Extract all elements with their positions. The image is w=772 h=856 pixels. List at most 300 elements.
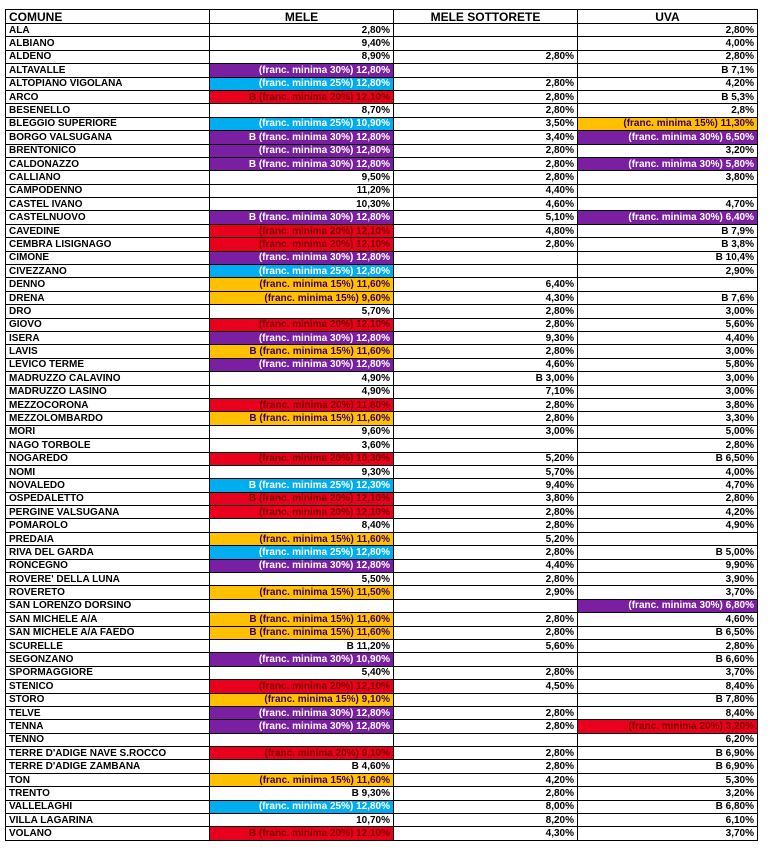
- cell-uva: 3,00%: [578, 345, 758, 358]
- table-row: [6, 412, 758, 425]
- cell-mele: [210, 733, 394, 746]
- cell-uva: 3,80%: [578, 398, 758, 411]
- cell-mele: B 11,20%: [210, 639, 394, 652]
- cell-mele-sottorete: 5,70%: [394, 465, 578, 478]
- table-row: [6, 653, 758, 666]
- cell-uva: 4,70%: [578, 479, 758, 492]
- cell-mele: (franc. minima 20%) 12,10%: [210, 238, 394, 251]
- cell-mele: (franc. minima 30%) 12,80%: [210, 358, 394, 371]
- cell-comune: LAVIS: [6, 345, 210, 358]
- cell-comune: TERRE D'ADIGE NAVE S.ROCCO: [6, 747, 210, 760]
- cell-comune: CEMBRA LISIGNAGO: [6, 238, 210, 251]
- cell-mele-sottorete: [394, 265, 578, 278]
- cell-uva: 9,90%: [578, 559, 758, 572]
- cell-comune: TELVE: [6, 706, 210, 719]
- cell-comune: VOLANO: [6, 827, 210, 840]
- cell-uva: 2,80%: [578, 439, 758, 452]
- cell-uva: 4,40%: [578, 331, 758, 344]
- cell-uva: 5,80%: [578, 358, 758, 371]
- cell-uva: (franc. minima 30%) 6,80%: [578, 599, 758, 612]
- cell-uva: (franc. minima 15%) 11,30%: [578, 117, 758, 130]
- cell-mele: B 4,60%: [210, 760, 394, 773]
- cell-mele-sottorete: B 3,00%: [394, 372, 578, 385]
- cell-comune: TRENTO: [6, 787, 210, 800]
- cell-comune: NOGAREDO: [6, 452, 210, 465]
- table-row: [6, 773, 758, 786]
- table-row: [6, 559, 758, 572]
- cell-mele: (franc. minima 30%) 12,80%: [210, 144, 394, 157]
- cell-mele: (franc. minima 15%) 9,10%: [210, 693, 394, 706]
- header-uva: UVA: [578, 10, 758, 24]
- cell-comune: LEVICO TERME: [6, 358, 210, 371]
- table-row: [6, 265, 758, 278]
- cell-comune: VALLELAGHI: [6, 800, 210, 813]
- cell-uva: 6,20%: [578, 733, 758, 746]
- cell-mele-sottorete: [394, 653, 578, 666]
- cell-mele: B (franc. minima 15%) 11,60%: [210, 613, 394, 626]
- cell-uva: 3,70%: [578, 586, 758, 599]
- cell-mele-sottorete: 4,40%: [394, 559, 578, 572]
- cell-mele-sottorete: 2,80%: [394, 519, 578, 532]
- cell-comune: ALTOPIANO VIGOLANA: [6, 77, 210, 90]
- table-row: [6, 680, 758, 693]
- table-row: [6, 814, 758, 827]
- table-row: [6, 372, 758, 385]
- cell-mele-sottorete: 5,60%: [394, 639, 578, 652]
- cell-comune: ALTAVALLE: [6, 64, 210, 77]
- table-row: [6, 345, 758, 358]
- cell-uva: 3,00%: [578, 385, 758, 398]
- cell-comune: OSPEDALETTO: [6, 492, 210, 505]
- cell-mele-sottorete: [394, 733, 578, 746]
- cell-mele-sottorete: 2,80%: [394, 787, 578, 800]
- cell-mele: (franc. minima 15%) 11,60%: [210, 532, 394, 545]
- cell-uva: 5,00%: [578, 425, 758, 438]
- cell-mele: B (franc. minima 15%) 11,60%: [210, 345, 394, 358]
- cell-comune: DRO: [6, 305, 210, 318]
- cell-uva: 2,80%: [578, 50, 758, 63]
- cell-mele-sottorete: 9,40%: [394, 479, 578, 492]
- cell-mele-sottorete: 2,80%: [394, 573, 578, 586]
- cell-comune: SPORMAGGIORE: [6, 666, 210, 679]
- cell-mele: 5,70%: [210, 305, 394, 318]
- table-row: [6, 90, 758, 103]
- cell-uva: 3,80%: [578, 171, 758, 184]
- cell-uva: (franc. minima 30%) 6,40%: [578, 211, 758, 224]
- cell-uva: B 6,80%: [578, 800, 758, 813]
- cell-uva: B 7,80%: [578, 693, 758, 706]
- cell-comune: BRENTONICO: [6, 144, 210, 157]
- cell-uva: 3,90%: [578, 573, 758, 586]
- table-row: [6, 599, 758, 612]
- cell-comune: NOMI: [6, 465, 210, 478]
- table-row: [6, 385, 758, 398]
- cell-mele-sottorete: 3,80%: [394, 492, 578, 505]
- cell-comune: CASTEL IVANO: [6, 198, 210, 211]
- cell-mele-sottorete: 2,80%: [394, 613, 578, 626]
- cell-mele-sottorete: 8,00%: [394, 800, 578, 813]
- cell-mele-sottorete: 2,80%: [394, 398, 578, 411]
- cell-comune: RONCEGNO: [6, 559, 210, 572]
- cell-mele: B (franc. minima 20%) 12,10%: [210, 827, 394, 840]
- cell-comune: PREDAIA: [6, 532, 210, 545]
- cell-mele: B 9,30%: [210, 787, 394, 800]
- cell-mele-sottorete: 4,80%: [394, 224, 578, 237]
- cell-mele: B (franc. minima 20%) 12,10%: [210, 492, 394, 505]
- cell-mele-sottorete: 3,00%: [394, 425, 578, 438]
- cell-comune: SCURELLE: [6, 639, 210, 652]
- cell-comune: ISERA: [6, 331, 210, 344]
- table-row: [6, 506, 758, 519]
- cell-comune: TENNA: [6, 720, 210, 733]
- cell-mele: (franc. minima 25%) 12,80%: [210, 546, 394, 559]
- cell-comune: DENNO: [6, 278, 210, 291]
- table-row: [6, 198, 758, 211]
- cell-uva: 4,70%: [578, 198, 758, 211]
- cell-mele-sottorete: [394, 693, 578, 706]
- table-row: [6, 626, 758, 639]
- table-row: [6, 800, 758, 813]
- rates-table-container: [5, 9, 758, 841]
- cell-mele-sottorete: 2,80%: [394, 305, 578, 318]
- table-row: [6, 331, 758, 344]
- cell-comune: STENICO: [6, 680, 210, 693]
- table-row: [6, 827, 758, 840]
- cell-mele: (franc. minima 25%) 10,90%: [210, 117, 394, 130]
- cell-uva: B 5,00%: [578, 546, 758, 559]
- cell-mele-sottorete: 2,80%: [394, 626, 578, 639]
- cell-mele: (franc. minima 30%) 12,80%: [210, 720, 394, 733]
- cell-mele: B (franc. minima 30%) 12,80%: [210, 131, 394, 144]
- cell-mele-sottorete: 2,80%: [394, 318, 578, 331]
- cell-uva: [578, 532, 758, 545]
- cell-uva: 6,10%: [578, 814, 758, 827]
- cell-mele-sottorete: 2,80%: [394, 77, 578, 90]
- cell-mele: (franc. minima 15%) 11,60%: [210, 773, 394, 786]
- cell-mele-sottorete: 2,80%: [394, 345, 578, 358]
- table-row: [6, 117, 758, 130]
- cell-uva: B 7,1%: [578, 64, 758, 77]
- table-row: [6, 639, 758, 652]
- cell-uva: [578, 278, 758, 291]
- cell-mele: (franc. minima 20%) 12,10%: [210, 318, 394, 331]
- cell-mele-sottorete: 2,90%: [394, 586, 578, 599]
- cell-mele: 2,80%: [210, 24, 394, 37]
- cell-uva: B 6,90%: [578, 760, 758, 773]
- cell-mele: (franc. minima 15%) 9,60%: [210, 291, 394, 304]
- cell-mele: 3,60%: [210, 439, 394, 452]
- cell-comune: TENNO: [6, 733, 210, 746]
- cell-mele: 8,70%: [210, 104, 394, 117]
- cell-uva: B 10,4%: [578, 251, 758, 264]
- cell-comune: CALLIANO: [6, 171, 210, 184]
- cell-mele-sottorete: 4,40%: [394, 184, 578, 197]
- cell-comune: CASTELNUOVO: [6, 211, 210, 224]
- cell-comune: VILLA LAGARINA: [6, 814, 210, 827]
- cell-mele: (franc. minima 20%) 9,10%: [210, 747, 394, 760]
- cell-mele-sottorete: 2,80%: [394, 50, 578, 63]
- table-row: [6, 706, 758, 719]
- cell-mele: B (franc. minima 25%) 12,30%: [210, 479, 394, 492]
- cell-uva: B 6,50%: [578, 626, 758, 639]
- cell-mele-sottorete: 4,60%: [394, 358, 578, 371]
- cell-mele-sottorete: 4,30%: [394, 291, 578, 304]
- cell-comune: ROVERETO: [6, 586, 210, 599]
- cell-mele: (franc. minima 15%) 11,60%: [210, 278, 394, 291]
- cell-mele-sottorete: 4,60%: [394, 198, 578, 211]
- cell-mele: (franc. minima 20%) 10,30%: [210, 452, 394, 465]
- cell-uva: 4,60%: [578, 613, 758, 626]
- cell-mele: (franc. minima 25%) 12,80%: [210, 800, 394, 813]
- table-row: [6, 760, 758, 773]
- table-row: [6, 104, 758, 117]
- cell-uva: 5,30%: [578, 773, 758, 786]
- cell-mele: 9,50%: [210, 171, 394, 184]
- cell-uva: 3,00%: [578, 372, 758, 385]
- table-row: [6, 532, 758, 545]
- table-row: [6, 171, 758, 184]
- cell-mele-sottorete: 2,80%: [394, 104, 578, 117]
- table-row: [6, 439, 758, 452]
- cell-mele: [210, 599, 394, 612]
- cell-comune: SAN MICHELE A/A: [6, 613, 210, 626]
- cell-uva: 2,8%: [578, 104, 758, 117]
- cell-comune: CAVEDINE: [6, 224, 210, 237]
- cell-uva: 4,00%: [578, 37, 758, 50]
- cell-uva: 2,90%: [578, 265, 758, 278]
- header-comune: COMUNE: [6, 10, 210, 24]
- cell-uva: B 6,60%: [578, 653, 758, 666]
- cell-comune: POMAROLO: [6, 519, 210, 532]
- table-row: [6, 733, 758, 746]
- table-row: [6, 50, 758, 63]
- cell-mele: B (franc. minima 30%) 12,80%: [210, 157, 394, 170]
- cell-mele: 5,40%: [210, 666, 394, 679]
- cell-uva: 5,60%: [578, 318, 758, 331]
- cell-mele: (franc. minima 15%) 11,50%: [210, 586, 394, 599]
- cell-comune: GIOVO: [6, 318, 210, 331]
- cell-mele: (franc. minima 25%) 12,80%: [210, 77, 394, 90]
- cell-comune: ALDENO: [6, 50, 210, 63]
- cell-uva: 3,20%: [578, 787, 758, 800]
- cell-mele-sottorete: 2,80%: [394, 760, 578, 773]
- cell-uva: 2,80%: [578, 492, 758, 505]
- table-row: [6, 24, 758, 37]
- table-row: [6, 77, 758, 90]
- cell-mele: 11,20%: [210, 184, 394, 197]
- cell-mele-sottorete: [394, 24, 578, 37]
- cell-mele: (franc. minima 20%) 11,80%: [210, 398, 394, 411]
- table-row: [6, 573, 758, 586]
- cell-comune: NOVALEDO: [6, 479, 210, 492]
- table-row: [6, 787, 758, 800]
- cell-mele-sottorete: 9,30%: [394, 331, 578, 344]
- cell-comune: PERGINE VALSUGANA: [6, 506, 210, 519]
- table-row: [6, 358, 758, 371]
- table-row: [6, 546, 758, 559]
- cell-mele: 10,30%: [210, 198, 394, 211]
- cell-mele: 4,90%: [210, 385, 394, 398]
- cell-comune: SEGONZANO: [6, 653, 210, 666]
- cell-mele-sottorete: 2,80%: [394, 157, 578, 170]
- cell-mele: 8,40%: [210, 519, 394, 532]
- table-row: [6, 720, 758, 733]
- cell-mele-sottorete: 2,80%: [394, 747, 578, 760]
- cell-uva: (franc. minima 30%) 6,50%: [578, 131, 758, 144]
- cell-uva: 3,20%: [578, 144, 758, 157]
- cell-comune: BORGO VALSUGANA: [6, 131, 210, 144]
- cell-comune: MADRUZZO LASINO: [6, 385, 210, 398]
- cell-mele-sottorete: 5,20%: [394, 532, 578, 545]
- cell-mele: (franc. minima 30%) 12,80%: [210, 251, 394, 264]
- cell-mele-sottorete: 2,80%: [394, 720, 578, 733]
- cell-mele: 4,90%: [210, 372, 394, 385]
- cell-uva: B 5,3%: [578, 90, 758, 103]
- table-row: [6, 37, 758, 50]
- cell-mele: B (franc. minima 15%) 11,60%: [210, 412, 394, 425]
- cell-mele: 5,50%: [210, 573, 394, 586]
- cell-mele: (franc. minima 30%) 12,80%: [210, 559, 394, 572]
- table-row: [6, 452, 758, 465]
- table-body: [6, 24, 758, 841]
- cell-comune: MEZZOLOMBARDO: [6, 412, 210, 425]
- table-row: [6, 747, 758, 760]
- header-mele-sottorete: MELE SOTTORETE: [394, 10, 578, 24]
- cell-mele-sottorete: [394, 439, 578, 452]
- table-row: [6, 519, 758, 532]
- cell-mele: 9,60%: [210, 425, 394, 438]
- cell-uva: 4,00%: [578, 465, 758, 478]
- cell-uva: (franc. minima 20%) 3,20%: [578, 720, 758, 733]
- cell-mele-sottorete: 6,40%: [394, 278, 578, 291]
- cell-mele-sottorete: 2,80%: [394, 546, 578, 559]
- cell-uva: 8,40%: [578, 680, 758, 693]
- table-row: [6, 586, 758, 599]
- cell-comune: CIVEZZANO: [6, 265, 210, 278]
- cell-mele-sottorete: 2,80%: [394, 412, 578, 425]
- cell-mele: (franc. minima 20%) 12,10%: [210, 224, 394, 237]
- cell-comune: ALA: [6, 24, 210, 37]
- cell-mele-sottorete: [394, 599, 578, 612]
- header-row: [6, 10, 758, 24]
- table-row: [6, 251, 758, 264]
- cell-uva: B 7,9%: [578, 224, 758, 237]
- cell-mele: (franc. minima 30%) 12,80%: [210, 331, 394, 344]
- cell-comune: CIMONE: [6, 251, 210, 264]
- table-row: [6, 224, 758, 237]
- cell-comune: SAN LORENZO DORSINO: [6, 599, 210, 612]
- cell-uva: 3,70%: [578, 666, 758, 679]
- table-row: [6, 278, 758, 291]
- cell-comune: BLEGGIO SUPERIORE: [6, 117, 210, 130]
- cell-mele-sottorete: 8,20%: [394, 814, 578, 827]
- cell-mele-sottorete: 2,80%: [394, 144, 578, 157]
- cell-mele-sottorete: 2,80%: [394, 171, 578, 184]
- cell-uva: 3,30%: [578, 412, 758, 425]
- table-row: [6, 425, 758, 438]
- table-row: [6, 144, 758, 157]
- table-row: [6, 613, 758, 626]
- cell-uva: 2,80%: [578, 639, 758, 652]
- cell-uva: 2,80%: [578, 24, 758, 37]
- table-row: [6, 492, 758, 505]
- table-row: [6, 131, 758, 144]
- cell-comune: STORO: [6, 693, 210, 706]
- cell-uva: 4,90%: [578, 519, 758, 532]
- cell-mele-sottorete: 2,80%: [394, 506, 578, 519]
- cell-mele: (franc. minima 20%) 12,10%: [210, 506, 394, 519]
- cell-comune: MEZZOCORONA: [6, 398, 210, 411]
- cell-mele-sottorete: 2,80%: [394, 238, 578, 251]
- cell-mele-sottorete: 5,10%: [394, 211, 578, 224]
- cell-uva: B 6,50%: [578, 452, 758, 465]
- cell-comune: BESENELLO: [6, 104, 210, 117]
- cell-comune: TON: [6, 773, 210, 786]
- cell-comune: ROVERE' DELLA LUNA: [6, 573, 210, 586]
- cell-mele-sottorete: 5,20%: [394, 452, 578, 465]
- cell-mele-sottorete: 4,30%: [394, 827, 578, 840]
- cell-mele: B (franc. minima 30%) 12,80%: [210, 211, 394, 224]
- cell-comune: CAMPODENNO: [6, 184, 210, 197]
- table-row: [6, 291, 758, 304]
- table-row: [6, 305, 758, 318]
- cell-mele: 8,90%: [210, 50, 394, 63]
- cell-comune: MADRUZZO CALAVINO: [6, 372, 210, 385]
- cell-uva: 3,00%: [578, 305, 758, 318]
- cell-comune: NAGO TORBOLE: [6, 439, 210, 452]
- cell-mele: (franc. minima 30%) 12,80%: [210, 706, 394, 719]
- cell-comune: ALBIANO: [6, 37, 210, 50]
- cell-mele-sottorete: 2,80%: [394, 90, 578, 103]
- cell-comune: SAN MICHELE A/A FAEDO: [6, 626, 210, 639]
- cell-mele-sottorete: 2,80%: [394, 706, 578, 719]
- cell-mele: (franc. minima 25%) 12,80%: [210, 265, 394, 278]
- cell-comune: DRENA: [6, 291, 210, 304]
- rates-table: [5, 9, 758, 841]
- cell-uva: B 6,90%: [578, 747, 758, 760]
- table-row: [6, 465, 758, 478]
- cell-mele-sottorete: [394, 37, 578, 50]
- cell-uva: 3,70%: [578, 827, 758, 840]
- cell-uva: 4,20%: [578, 506, 758, 519]
- cell-mele: 9,30%: [210, 465, 394, 478]
- cell-mele-sottorete: [394, 251, 578, 264]
- cell-comune: CALDONAZZO: [6, 157, 210, 170]
- table-row: [6, 693, 758, 706]
- table-row: [6, 157, 758, 170]
- table-row: [6, 184, 758, 197]
- cell-comune: MORI: [6, 425, 210, 438]
- cell-uva: 4,20%: [578, 77, 758, 90]
- cell-mele-sottorete: 7,10%: [394, 385, 578, 398]
- cell-comune: TERRE D'ADIGE ZAMBANA: [6, 760, 210, 773]
- cell-mele-sottorete: [394, 64, 578, 77]
- cell-comune: RIVA DEL GARDA: [6, 546, 210, 559]
- table-row: [6, 398, 758, 411]
- table-row: [6, 479, 758, 492]
- table-row: [6, 318, 758, 331]
- table-row: [6, 64, 758, 77]
- cell-mele-sottorete: 4,50%: [394, 680, 578, 693]
- cell-mele-sottorete: 4,20%: [394, 773, 578, 786]
- cell-mele: (franc. minima 20%) 12,10%: [210, 680, 394, 693]
- cell-mele: (franc. minima 30%) 10,90%: [210, 653, 394, 666]
- cell-mele: B (franc. minima 15%) 11,60%: [210, 626, 394, 639]
- cell-mele-sottorete: 2,80%: [394, 666, 578, 679]
- cell-uva: B 7,6%: [578, 291, 758, 304]
- cell-mele-sottorete: 3,50%: [394, 117, 578, 130]
- header-mele: MELE: [210, 10, 394, 24]
